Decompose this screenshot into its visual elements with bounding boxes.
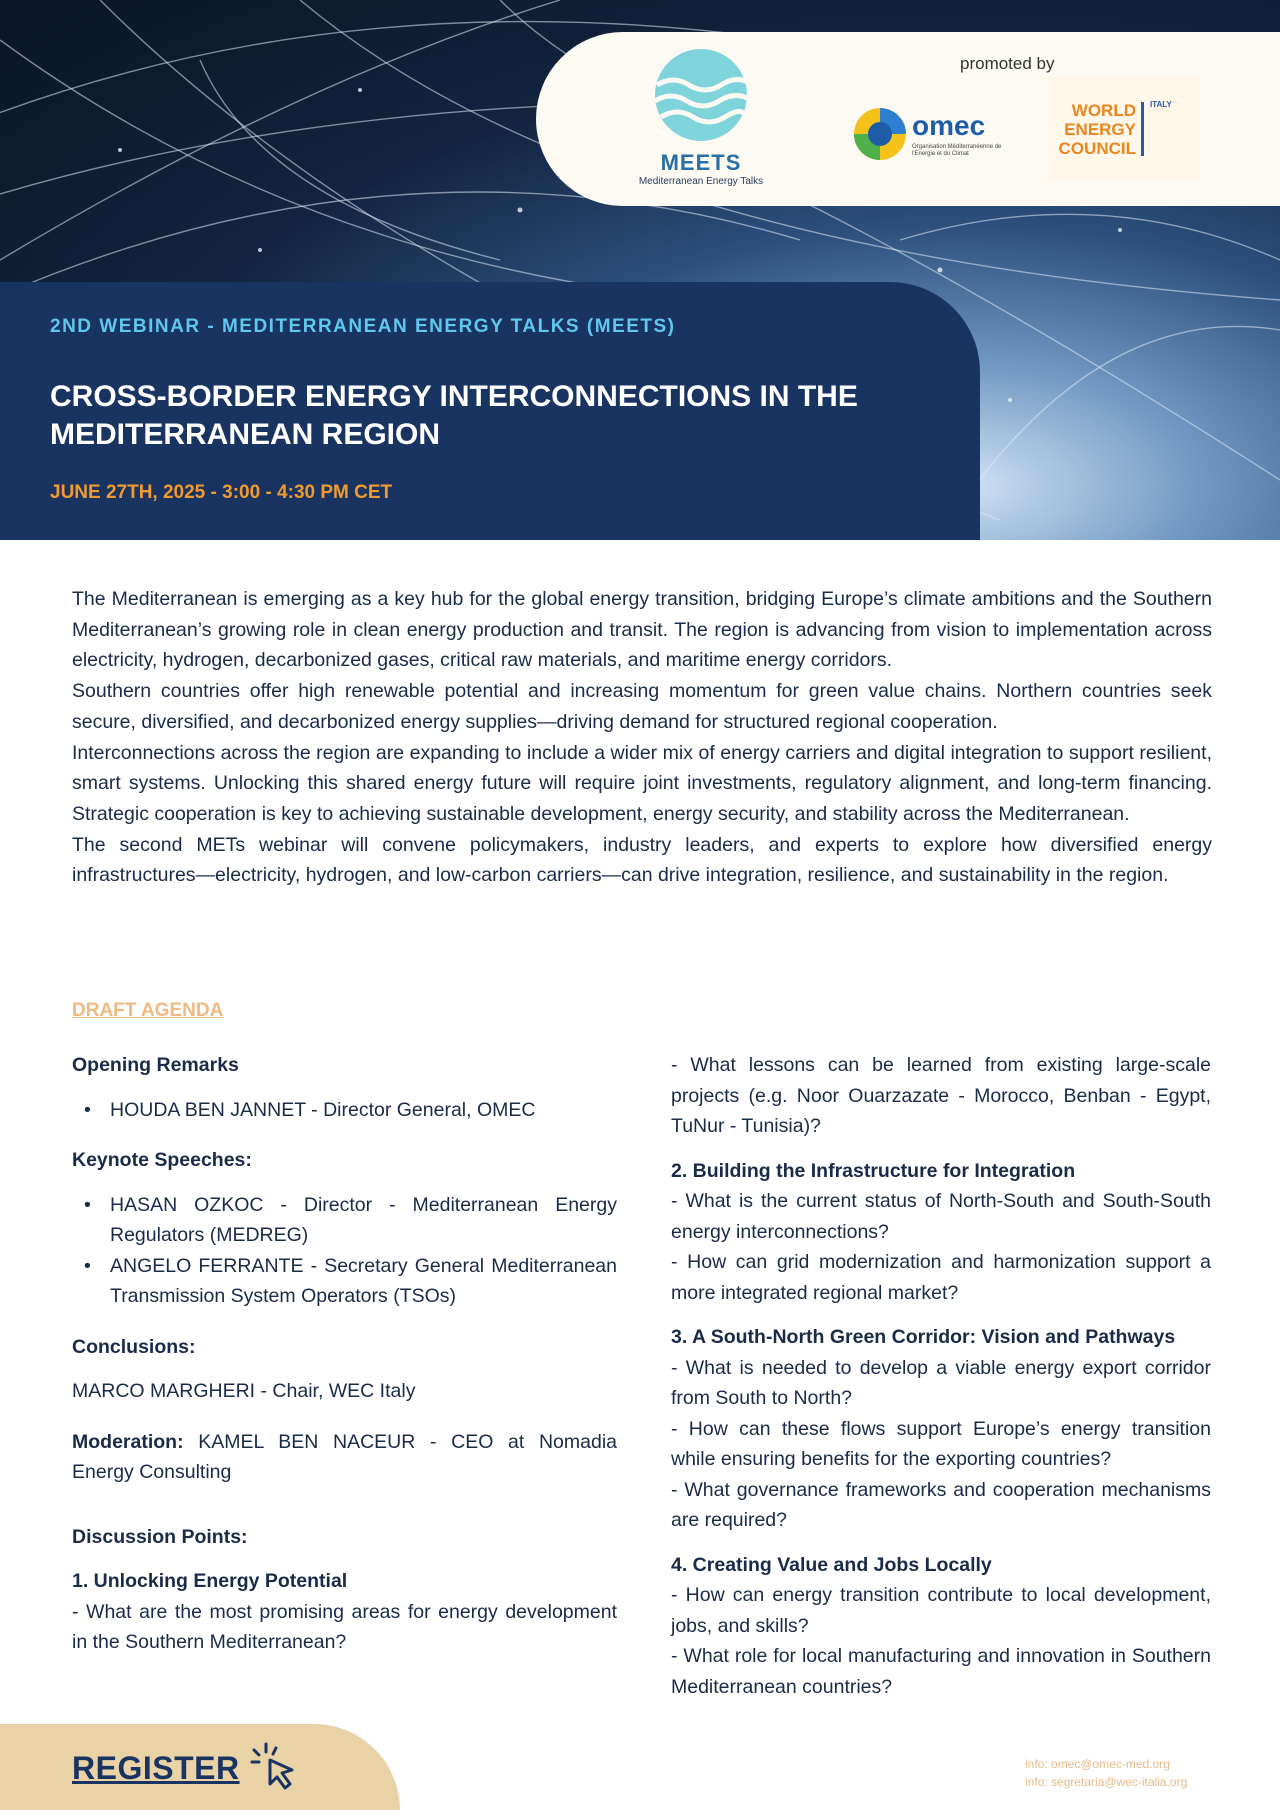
discussion-heading: Discussion Points: <box>72 1525 248 1548</box>
intro-paragraph: The Mediterranean is emerging as a key hub for the global energy transition, bridging Europe’s climate ambitions and the Southern Mediterranean’s growing role in clean energy production and transit. The region is advancing from vision to implementation across electricity, hydrogen, decarbonized gases, critical raw materials, and maritime energy corridors. <box>72 588 1212 672</box>
discussion-question: - What is needed to develop a viable energy export corridor from South to North? <box>671 1356 1211 1409</box>
agenda-left-column <box>72 1050 617 1658</box>
discussion-question: - What are the most promising areas for energy development in the Southern Mediterranean? <box>72 1600 617 1653</box>
webinar-subtitle: 2ND WEBINAR - MEDITERRANEAN ENERGY TALKS (MEETS) <box>50 316 676 337</box>
conclusions-speaker: MARCO MARGHERI - Chair, WEC Italy <box>72 1380 416 1402</box>
moderation-label: Moderation: <box>72 1430 184 1453</box>
intro-paragraph: The second METs webinar will convene policymakers, industry leaders, and experts to explore how diversified energy infrastructures—electricity, hydrogen, and low-carbon carriers—can drive integration, resilience, and sustainability in the region. <box>72 833 1212 887</box>
discussion-question: - How can these flows support Europe’s energy transition while ensuring benefits for the exporting countries? <box>671 1417 1211 1470</box>
contact-info <box>1025 1755 1187 1791</box>
contact-email-wec[interactable]: info: segretaria@wec-italia.org <box>1025 1775 1188 1789</box>
discussion-point-heading: 1. Unlocking Energy Potential <box>72 1570 348 1592</box>
discussion-question: - What is the current status of North-South and South-South energy interconnections? <box>671 1190 1211 1243</box>
register-link[interactable]: REGISTER <box>72 1750 240 1786</box>
intro-paragraph: Interconnections across the region are expanding to include a wider mix of energy carriers and digital integration to support resilient, smart systems. Unlocking this shared energy future will require joint investments, regulatory alignment, and long-term financing. Strategic cooperation is key to achieving sustainable development, energy security, and stability across the Mediterranean. <box>72 741 1212 825</box>
page-title: CROSS-BORDER ENERGY INTERCONNECTIONS IN THE MEDITERRANEAN REGION <box>50 380 858 451</box>
speaker-item: • HOUDA BEN JANNET - Director General, OMEC <box>110 1095 617 1126</box>
keynote-heading: Keynote Speeches: <box>72 1149 252 1171</box>
speaker-item: • ANGELO FERRANTE - Secretary General Mediterranean Transmission System Operators (TSOs) <box>110 1251 617 1312</box>
discussion-question: - What lessons can be learned from existing large-scale projects (e.g. Noor Ouarzazate - Morocco, Benban - Egypt, TuNur - Tunisia)? <box>671 1054 1211 1137</box>
moderation-line <box>72 1427 617 1488</box>
intro-paragraph: Southern countries offer high renewable potential and increasing momentum for green value chains. Northern countries seek secure, diversified, and decarbonized energy supplies—driving demand for structured regional cooperation. <box>72 680 1212 733</box>
meets-logo-word: MEETS <box>660 150 742 175</box>
contact-email-omec[interactable]: info: omec@omec-med.org <box>1025 1757 1170 1771</box>
discussion-question: - What role for local manufacturing and innovation in Southern Mediterranean countries? <box>671 1645 1211 1698</box>
discussion-point-heading: 4. Creating Value and Jobs Locally <box>671 1553 992 1576</box>
omec-logo-word: omec <box>912 110 986 141</box>
discussion-point-heading: 2. Building the Infrastructure for Integration <box>671 1159 1076 1182</box>
omec-logo-subtitle: Organisation Méditerranéenne de l'Energie et du Climat <box>912 144 1002 157</box>
wec-logo-divider <box>1141 102 1144 156</box>
sponsor-logo-panel <box>536 32 1280 206</box>
title-banner <box>0 282 980 540</box>
discussion-question: - What governance frameworks and cooperation mechanisms are required? <box>671 1478 1211 1531</box>
globe-icon <box>852 106 908 162</box>
discussion-question: - How can grid modernization and harmonization support a more integrated regional market? <box>671 1251 1211 1304</box>
speaker-item: • HASAN OZKOC - Director - Mediterranean Energy Regulators (MEDREG) <box>110 1190 617 1251</box>
promoted-by-label: promoted by <box>960 54 1055 73</box>
intro-text <box>72 584 1212 891</box>
wec-italy-logo <box>1048 76 1200 180</box>
event-date: JUNE 27TH, 2025 - 3:00 - 4:30 PM CET <box>50 482 393 503</box>
waves-icon <box>653 47 749 143</box>
hero-background <box>0 0 1280 540</box>
discussion-question: - How can energy transition contribute to local development, jobs, and skills? <box>671 1584 1211 1637</box>
wec-logo-country: ITALY <box>1150 100 1172 109</box>
register-panel <box>0 1724 400 1810</box>
opening-heading: Opening Remarks <box>72 1054 239 1076</box>
conclusions-heading: Conclusions: <box>72 1335 196 1358</box>
moderator-name: KAMEL BEN NACEUR - CEO at Nomadia Energy Consulting <box>72 1430 617 1483</box>
agenda-right-column <box>671 1050 1211 1702</box>
meets-logo <box>626 47 776 187</box>
keynote-list <box>72 1190 617 1312</box>
click-cursor-icon[interactable] <box>248 1740 304 1796</box>
wec-logo-text: WORLD ENERGY COUNCIL <box>1058 101 1136 158</box>
meets-logo-subtitle: Mediterranean Energy Talks <box>638 176 764 187</box>
agenda-heading: DRAFT AGENDA <box>72 1000 224 1021</box>
omec-logo <box>852 106 1012 166</box>
opening-list <box>72 1095 617 1126</box>
discussion-point-heading: 3. A South-North Green Corridor: Vision and Pathways <box>671 1326 1176 1348</box>
